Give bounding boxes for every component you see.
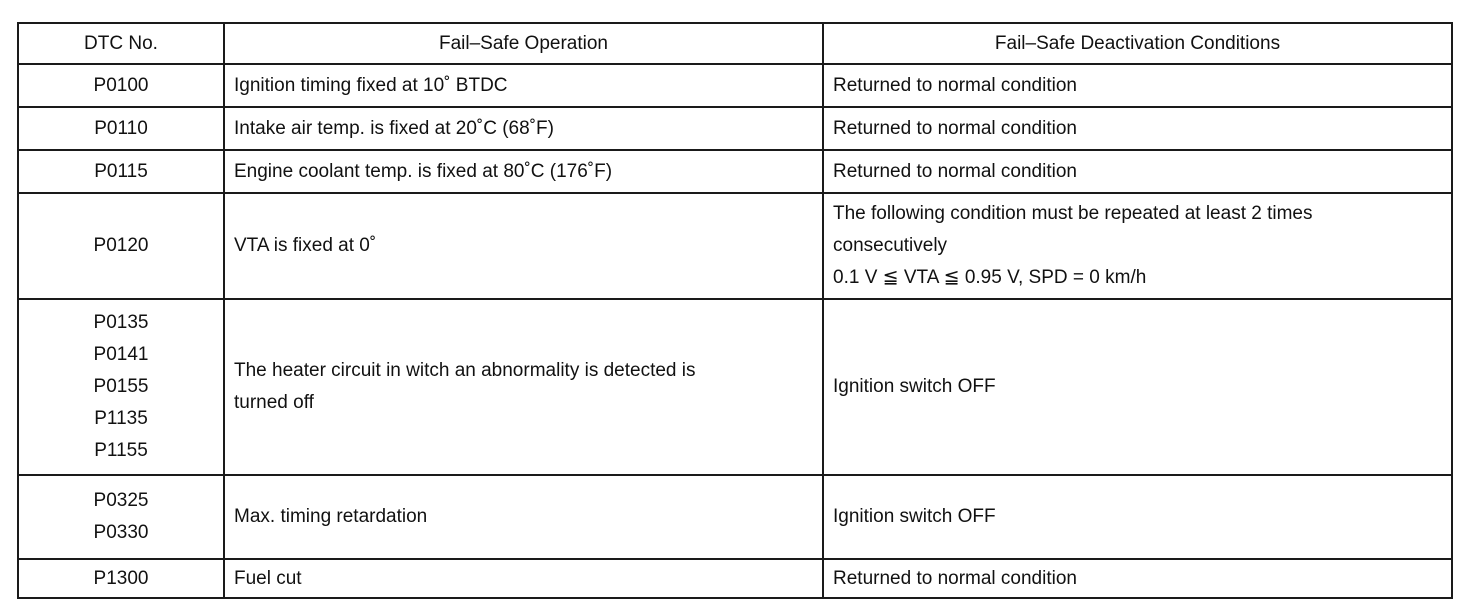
deactivation-text: The following condition must be repeated at least 2 times bbox=[833, 203, 1313, 224]
fail-safe-table bbox=[17, 22, 1453, 599]
deactivation-text: Ignition switch OFF bbox=[833, 506, 996, 527]
deactivation-cell bbox=[823, 107, 1452, 150]
dtc-code: P0325 bbox=[93, 490, 149, 511]
operation-cell bbox=[224, 475, 823, 559]
dtc-code: P0330 bbox=[93, 522, 149, 543]
operation-text: Engine coolant temp. is fixed at 80˚C (176˚F) bbox=[234, 160, 613, 182]
table-header-row bbox=[18, 23, 1452, 64]
table-row bbox=[18, 299, 1452, 475]
deactivation-cell bbox=[823, 150, 1452, 193]
operation-cell bbox=[224, 64, 823, 107]
operation-cell bbox=[224, 193, 823, 299]
operation-cell bbox=[224, 299, 823, 475]
table-row bbox=[18, 475, 1452, 559]
dtc-code: P0135 bbox=[93, 312, 149, 333]
dtc-code: P0100 bbox=[93, 74, 149, 96]
dtc-code-cell bbox=[18, 559, 224, 598]
deactivation-text: consecutively bbox=[833, 235, 948, 256]
table-row bbox=[18, 107, 1452, 150]
dtc-code-cell bbox=[18, 107, 224, 150]
dtc-code: P1300 bbox=[93, 567, 149, 589]
operation-text: Max. timing retardation bbox=[234, 506, 428, 527]
dtc-code: P0115 bbox=[94, 160, 148, 182]
dtc-code: P1155 bbox=[94, 440, 148, 461]
deactivation-text: Returned to normal condition bbox=[833, 117, 1077, 139]
operation-text: VTA is fixed at 0˚ bbox=[234, 235, 377, 256]
header-fail-safe-operation: Fail–Safe Operation bbox=[224, 23, 823, 64]
dtc-code: P0141 bbox=[93, 344, 149, 365]
deactivation-condition-formula: 0.1 V ≦ VTA ≦ 0.95 V, SPD = 0 km/h bbox=[833, 267, 1147, 288]
deactivation-cell bbox=[823, 299, 1452, 475]
dtc-code-cell bbox=[18, 64, 224, 107]
dtc-code: P1135 bbox=[94, 408, 148, 429]
deactivation-text: Returned to normal condition bbox=[833, 160, 1077, 182]
operation-text: Intake air temp. is fixed at 20˚C (68˚F) bbox=[234, 117, 554, 139]
table-row bbox=[18, 150, 1452, 193]
operation-cell bbox=[224, 559, 823, 598]
operation-text: The heater circuit in witch an abnormality is detected is bbox=[234, 360, 696, 381]
dtc-code-cell bbox=[18, 299, 224, 475]
dtc-code: P0110 bbox=[94, 117, 148, 139]
deactivation-cell bbox=[823, 559, 1452, 598]
deactivation-cell bbox=[823, 475, 1452, 559]
operation-cell bbox=[224, 107, 823, 150]
header-dtc-no: DTC No. bbox=[18, 23, 224, 64]
dtc-code-cell bbox=[18, 193, 224, 299]
operation-text: Fuel cut bbox=[234, 567, 302, 589]
deactivation-text: Returned to normal condition bbox=[833, 74, 1077, 96]
header-deactivation-conditions: Fail–Safe Deactivation Conditions bbox=[823, 23, 1452, 64]
operation-text: Ignition timing fixed at 10˚ BTDC bbox=[234, 74, 508, 96]
deactivation-cell bbox=[823, 193, 1452, 299]
dtc-code-cell bbox=[18, 475, 224, 559]
table-row bbox=[18, 193, 1452, 299]
deactivation-text: Returned to normal condition bbox=[833, 567, 1077, 589]
dtc-code-cell bbox=[18, 150, 224, 193]
dtc-code: P0120 bbox=[93, 235, 149, 256]
deactivation-text: Ignition switch OFF bbox=[833, 376, 996, 397]
table-row bbox=[18, 64, 1452, 107]
operation-text: turned off bbox=[234, 392, 314, 413]
operation-cell bbox=[224, 150, 823, 193]
dtc-code: P0155 bbox=[93, 376, 149, 397]
table-row bbox=[18, 559, 1452, 598]
deactivation-cell bbox=[823, 64, 1452, 107]
